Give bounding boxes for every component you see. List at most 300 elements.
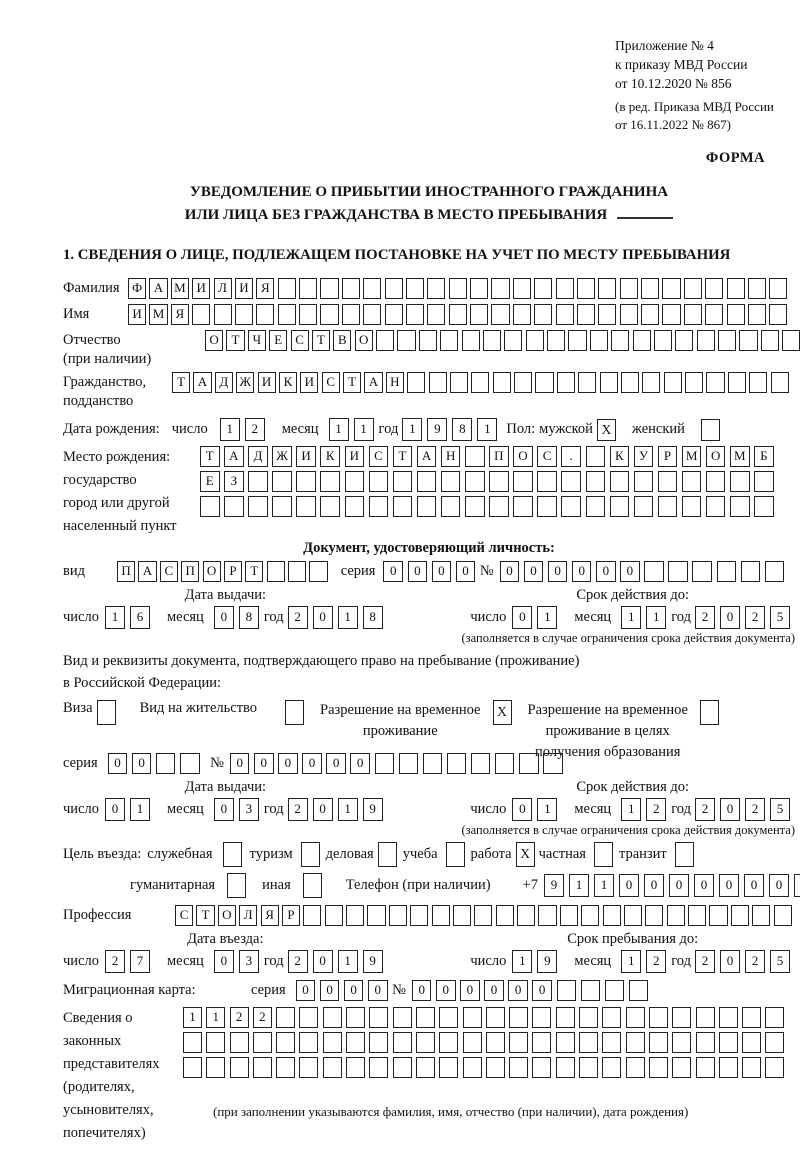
form-cell[interactable] (323, 1007, 342, 1028)
form-cell[interactable]: 0 (214, 950, 234, 973)
form-cell[interactable]: 0 (313, 798, 333, 821)
purpose-official-checkbox[interactable] (223, 842, 242, 867)
form-cell[interactable] (532, 1032, 551, 1053)
form-cell[interactable] (406, 304, 424, 325)
form-cell[interactable]: И (296, 446, 316, 467)
form-cell[interactable] (439, 1007, 458, 1028)
form-cell[interactable] (276, 1032, 295, 1053)
form-cell[interactable] (769, 278, 787, 299)
form-cell[interactable] (514, 372, 532, 393)
form-cell[interactable]: 0 (214, 606, 234, 629)
form-cell[interactable]: 5 (770, 798, 790, 821)
form-cell[interactable] (742, 1007, 761, 1028)
form-cell[interactable]: 2 (288, 950, 308, 973)
residence-permit-checkbox[interactable] (285, 700, 304, 725)
form-cell[interactable] (748, 304, 766, 325)
form-cell[interactable]: 9 (363, 950, 383, 973)
form-cell[interactable]: 1 (130, 798, 150, 821)
form-cell[interactable]: М (730, 446, 750, 467)
form-cell[interactable]: 0 (532, 980, 552, 1001)
form-cell[interactable]: 0 (620, 561, 640, 582)
form-cell[interactable] (272, 496, 292, 517)
form-cell[interactable] (278, 278, 296, 299)
form-cell[interactable] (513, 278, 531, 299)
form-cell[interactable] (345, 471, 365, 492)
form-cell[interactable]: 0 (108, 753, 128, 774)
purpose-tourism-checkbox[interactable] (301, 842, 320, 867)
form-cell[interactable] (200, 496, 220, 517)
form-cell[interactable]: 2 (105, 950, 125, 973)
form-cell[interactable]: 0 (524, 561, 544, 582)
form-cell[interactable] (561, 496, 581, 517)
form-cell[interactable] (626, 1032, 645, 1053)
form-cell[interactable] (719, 1032, 738, 1053)
form-cell[interactable]: Е (269, 330, 287, 351)
form-cell[interactable]: 0 (313, 950, 333, 973)
form-cell[interactable]: 0 (456, 561, 476, 582)
form-cell[interactable] (406, 278, 424, 299)
form-cell[interactable] (586, 446, 606, 467)
form-cell[interactable] (794, 874, 800, 897)
form-cell[interactable] (323, 1032, 342, 1053)
form-cell[interactable] (626, 1057, 645, 1078)
form-cell[interactable]: Р (658, 446, 678, 467)
form-cell[interactable] (320, 278, 338, 299)
form-cell[interactable]: 1 (537, 798, 557, 821)
form-cell[interactable] (752, 905, 770, 926)
form-cell[interactable] (465, 496, 485, 517)
form-cell[interactable]: К (610, 446, 630, 467)
form-cell[interactable]: 0 (769, 874, 789, 897)
form-cell[interactable]: 0 (105, 798, 125, 821)
form-cell[interactable] (192, 304, 210, 325)
form-cell[interactable]: 1 (338, 606, 358, 629)
form-cell[interactable]: 1 (338, 798, 358, 821)
form-cell[interactable]: Я (256, 278, 274, 299)
form-cell[interactable] (684, 304, 702, 325)
form-cell[interactable]: Т (172, 372, 190, 393)
form-cell[interactable] (727, 278, 745, 299)
form-cell[interactable] (299, 1007, 318, 1028)
form-cell[interactable] (706, 496, 726, 517)
form-cell[interactable]: 0 (313, 606, 333, 629)
form-cell[interactable] (620, 304, 638, 325)
form-cell[interactable]: 0 (644, 874, 664, 897)
form-cell[interactable] (731, 905, 749, 926)
form-cell[interactable] (345, 496, 365, 517)
form-cell[interactable]: И (258, 372, 276, 393)
form-cell[interactable] (489, 496, 509, 517)
form-cell[interactable] (667, 905, 685, 926)
form-cell[interactable] (538, 905, 556, 926)
form-cell[interactable]: 1 (646, 606, 666, 629)
form-cell[interactable] (248, 471, 268, 492)
form-cell[interactable] (463, 1007, 482, 1028)
form-cell[interactable] (299, 1032, 318, 1053)
form-cell[interactable]: 0 (596, 561, 616, 582)
form-cell[interactable] (423, 753, 443, 774)
form-cell[interactable] (369, 1007, 388, 1028)
form-cell[interactable]: 1 (338, 950, 358, 973)
form-cell[interactable] (634, 471, 654, 492)
form-cell[interactable] (393, 1007, 412, 1028)
form-cell[interactable] (399, 753, 419, 774)
form-cell[interactable]: 9 (544, 874, 564, 897)
form-cell[interactable] (183, 1032, 202, 1053)
purpose-private-checkbox[interactable] (594, 842, 613, 867)
form-cell[interactable] (248, 496, 268, 517)
form-cell[interactable] (696, 1007, 715, 1028)
form-cell[interactable] (470, 278, 488, 299)
form-cell[interactable] (419, 330, 437, 351)
form-cell[interactable] (296, 471, 316, 492)
form-cell[interactable] (641, 304, 659, 325)
form-cell[interactable] (346, 1032, 365, 1053)
form-cell[interactable]: 0 (383, 561, 403, 582)
form-cell[interactable] (692, 561, 712, 582)
form-cell[interactable] (449, 278, 467, 299)
form-cell[interactable]: 7 (130, 950, 150, 973)
form-cell[interactable]: 2 (745, 950, 765, 973)
form-cell[interactable]: 0 (694, 874, 714, 897)
form-cell[interactable] (719, 1057, 738, 1078)
form-cell[interactable]: 0 (344, 980, 364, 1001)
form-cell[interactable]: И (345, 446, 365, 467)
form-cell[interactable] (556, 278, 574, 299)
form-cell[interactable]: 0 (132, 753, 152, 774)
form-cell[interactable]: 0 (720, 950, 740, 973)
form-cell[interactable]: 5 (770, 606, 790, 629)
form-cell[interactable] (626, 1007, 645, 1028)
form-cell[interactable]: В (333, 330, 351, 351)
form-cell[interactable]: С (369, 446, 389, 467)
form-cell[interactable] (288, 561, 306, 582)
form-cell[interactable] (509, 1007, 528, 1028)
form-cell[interactable]: Т (393, 446, 413, 467)
form-cell[interactable] (440, 330, 458, 351)
form-cell[interactable]: А (138, 561, 156, 582)
form-cell[interactable] (706, 372, 724, 393)
form-cell[interactable] (685, 372, 703, 393)
form-cell[interactable]: 0 (350, 753, 370, 774)
form-cell[interactable] (672, 1007, 691, 1028)
form-cell[interactable] (742, 1032, 761, 1053)
form-cell[interactable]: С (322, 372, 340, 393)
form-cell[interactable] (634, 496, 654, 517)
form-cell[interactable] (439, 1032, 458, 1053)
form-cell[interactable] (675, 330, 693, 351)
form-cell[interactable]: 0 (436, 980, 456, 1001)
form-cell[interactable] (602, 1007, 621, 1028)
form-cell[interactable]: 1 (621, 798, 641, 821)
form-cell[interactable] (590, 330, 608, 351)
form-cell[interactable]: О (205, 330, 223, 351)
form-cell[interactable] (696, 1032, 715, 1053)
form-cell[interactable] (662, 278, 680, 299)
form-cell[interactable]: С (160, 561, 178, 582)
form-cell[interactable]: 1 (354, 418, 374, 441)
form-cell[interactable] (486, 1007, 505, 1028)
form-cell[interactable] (611, 330, 629, 351)
form-cell[interactable] (206, 1032, 225, 1053)
form-cell[interactable]: 1 (220, 418, 240, 441)
form-cell[interactable] (519, 753, 539, 774)
form-cell[interactable] (774, 905, 792, 926)
form-cell[interactable] (369, 1032, 388, 1053)
form-cell[interactable] (664, 372, 682, 393)
form-cell[interactable] (463, 1032, 482, 1053)
form-cell[interactable] (486, 1032, 505, 1053)
form-cell[interactable] (369, 471, 389, 492)
form-cell[interactable] (471, 753, 491, 774)
form-cell[interactable] (727, 304, 745, 325)
form-cell[interactable] (496, 905, 514, 926)
form-cell[interactable] (730, 471, 750, 492)
form-cell[interactable]: М (171, 278, 189, 299)
form-cell[interactable] (462, 330, 480, 351)
form-cell[interactable] (557, 372, 575, 393)
form-cell[interactable]: 1 (402, 418, 422, 441)
form-cell[interactable]: 0 (296, 980, 316, 1001)
form-cell[interactable] (393, 471, 413, 492)
form-cell[interactable] (672, 1057, 691, 1078)
form-cell[interactable] (486, 1057, 505, 1078)
form-cell[interactable]: К (279, 372, 297, 393)
purpose-business-checkbox[interactable] (378, 842, 397, 867)
form-cell[interactable] (526, 330, 544, 351)
form-cell[interactable] (363, 304, 381, 325)
form-cell[interactable]: 1 (621, 606, 641, 629)
form-cell[interactable] (610, 471, 630, 492)
form-cell[interactable] (393, 1057, 412, 1078)
form-cell[interactable] (397, 330, 415, 351)
form-cell[interactable] (429, 372, 447, 393)
form-cell[interactable] (369, 496, 389, 517)
form-cell[interactable]: 1 (477, 418, 497, 441)
form-cell[interactable]: 2 (695, 798, 715, 821)
form-cell[interactable]: 2 (745, 798, 765, 821)
form-cell[interactable] (728, 372, 746, 393)
form-cell[interactable]: Н (441, 446, 461, 467)
form-cell[interactable] (470, 304, 488, 325)
form-cell[interactable] (581, 905, 599, 926)
form-cell[interactable] (688, 905, 706, 926)
form-cell[interactable] (303, 905, 321, 926)
form-cell[interactable]: 0 (302, 753, 322, 774)
form-cell[interactable]: 0 (408, 561, 428, 582)
form-cell[interactable] (649, 1057, 668, 1078)
purpose-other-checkbox[interactable] (303, 873, 322, 898)
form-cell[interactable] (537, 471, 557, 492)
form-cell[interactable] (471, 372, 489, 393)
form-cell[interactable] (276, 1007, 295, 1028)
form-cell[interactable] (296, 496, 316, 517)
form-cell[interactable]: А (193, 372, 211, 393)
form-cell[interactable] (493, 372, 511, 393)
form-cell[interactable] (495, 753, 515, 774)
form-cell[interactable]: 8 (452, 418, 472, 441)
form-cell[interactable]: 0 (432, 561, 452, 582)
form-cell[interactable] (718, 330, 736, 351)
form-cell[interactable] (427, 278, 445, 299)
form-cell[interactable] (761, 330, 779, 351)
form-cell[interactable] (447, 753, 467, 774)
form-cell[interactable] (649, 1032, 668, 1053)
form-cell[interactable] (579, 1007, 598, 1028)
form-cell[interactable] (586, 496, 606, 517)
form-cell[interactable] (416, 1057, 435, 1078)
form-cell[interactable]: Т (226, 330, 244, 351)
form-cell[interactable]: 0 (484, 980, 504, 1001)
form-cell[interactable] (465, 446, 485, 467)
form-cell[interactable] (705, 304, 723, 325)
form-cell[interactable]: Т (245, 561, 263, 582)
form-cell[interactable]: Т (196, 905, 214, 926)
form-cell[interactable]: Т (343, 372, 361, 393)
form-cell[interactable]: Я (171, 304, 189, 325)
form-cell[interactable]: 9 (363, 798, 383, 821)
form-cell[interactable]: О (513, 446, 533, 467)
form-cell[interactable] (299, 304, 317, 325)
form-cell[interactable] (278, 304, 296, 325)
form-cell[interactable]: Т (312, 330, 330, 351)
form-cell[interactable]: Р (282, 905, 300, 926)
form-cell[interactable] (325, 905, 343, 926)
form-cell[interactable] (180, 753, 200, 774)
form-cell[interactable] (579, 1032, 598, 1053)
purpose-transit-checkbox[interactable] (675, 842, 694, 867)
form-cell[interactable]: 6 (130, 606, 150, 629)
form-cell[interactable]: И (235, 278, 253, 299)
form-cell[interactable] (299, 278, 317, 299)
form-cell[interactable] (156, 753, 176, 774)
form-cell[interactable] (748, 278, 766, 299)
form-cell[interactable]: С (175, 905, 193, 926)
form-cell[interactable] (642, 372, 660, 393)
form-cell[interactable] (532, 1007, 551, 1028)
form-cell[interactable] (441, 496, 461, 517)
form-cell[interactable]: Д (248, 446, 268, 467)
form-cell[interactable]: 9 (537, 950, 557, 973)
form-cell[interactable]: У (634, 446, 654, 467)
form-cell[interactable] (577, 304, 595, 325)
form-cell[interactable] (577, 278, 595, 299)
form-cell[interactable]: 0 (412, 980, 432, 1001)
form-cell[interactable] (450, 372, 468, 393)
form-cell[interactable]: Б (754, 446, 774, 467)
form-cell[interactable] (741, 561, 761, 582)
form-cell[interactable]: 5 (770, 950, 790, 973)
form-cell[interactable] (556, 1057, 575, 1078)
form-cell[interactable] (463, 1057, 482, 1078)
form-cell[interactable] (224, 496, 244, 517)
purpose-work-checkbox[interactable]: X (516, 842, 535, 867)
purpose-study-checkbox[interactable] (446, 842, 465, 867)
form-cell[interactable] (309, 561, 327, 582)
form-cell[interactable]: Д (215, 372, 233, 393)
form-cell[interactable] (320, 304, 338, 325)
form-cell[interactable]: 0 (720, 606, 740, 629)
form-cell[interactable] (441, 471, 461, 492)
form-cell[interactable] (535, 372, 553, 393)
form-cell[interactable] (581, 980, 601, 1001)
form-cell[interactable] (491, 304, 509, 325)
form-cell[interactable] (556, 1007, 575, 1028)
form-cell[interactable] (765, 1007, 784, 1028)
form-cell[interactable]: 2 (288, 798, 308, 821)
form-cell[interactable] (513, 471, 533, 492)
form-cell[interactable] (342, 304, 360, 325)
form-cell[interactable] (645, 905, 663, 926)
form-cell[interactable]: И (192, 278, 210, 299)
form-cell[interactable] (654, 330, 672, 351)
form-cell[interactable]: 0 (500, 561, 520, 582)
form-cell[interactable] (560, 905, 578, 926)
form-cell[interactable]: 9 (427, 418, 447, 441)
form-cell[interactable]: 2 (745, 606, 765, 629)
form-cell[interactable] (375, 753, 395, 774)
form-cell[interactable]: 0 (669, 874, 689, 897)
form-cell[interactable] (765, 1032, 784, 1053)
form-cell[interactable] (782, 330, 800, 351)
form-cell[interactable]: 0 (512, 606, 532, 629)
form-cell[interactable]: 0 (720, 798, 740, 821)
form-cell[interactable]: П (181, 561, 199, 582)
purpose-humanitarian-checkbox[interactable] (227, 873, 246, 898)
temp-permit-checkbox[interactable]: X (493, 700, 512, 725)
form-cell[interactable] (416, 1007, 435, 1028)
form-cell[interactable] (697, 330, 715, 351)
form-cell[interactable] (299, 1057, 318, 1078)
form-cell[interactable]: 2 (646, 798, 666, 821)
form-cell[interactable]: Л (214, 278, 232, 299)
form-cell[interactable]: . (561, 446, 581, 467)
form-cell[interactable] (417, 496, 437, 517)
form-cell[interactable] (543, 753, 563, 774)
form-cell[interactable] (561, 471, 581, 492)
form-cell[interactable]: М (682, 446, 702, 467)
form-cell[interactable] (730, 496, 750, 517)
form-cell[interactable] (600, 372, 618, 393)
form-cell[interactable] (633, 330, 651, 351)
form-cell[interactable] (641, 278, 659, 299)
form-cell[interactable]: Я (261, 905, 279, 926)
form-cell[interactable] (598, 304, 616, 325)
form-cell[interactable] (393, 1032, 412, 1053)
edu-permit-checkbox[interactable] (700, 700, 719, 725)
form-cell[interactable]: 0 (548, 561, 568, 582)
form-cell[interactable]: А (224, 446, 244, 467)
form-cell[interactable] (532, 1057, 551, 1078)
form-cell[interactable]: Ж (272, 446, 292, 467)
form-cell[interactable] (719, 1007, 738, 1028)
form-cell[interactable]: Н (386, 372, 404, 393)
form-cell[interactable] (684, 278, 702, 299)
form-cell[interactable]: З (224, 471, 244, 492)
form-cell[interactable] (668, 561, 688, 582)
form-cell[interactable]: Р (224, 561, 242, 582)
form-cell[interactable] (320, 471, 340, 492)
form-cell[interactable]: 0 (512, 798, 532, 821)
form-cell[interactable] (605, 980, 625, 1001)
form-cell[interactable]: 2 (253, 1007, 272, 1028)
form-cell[interactable] (449, 304, 467, 325)
form-cell[interactable] (682, 496, 702, 517)
form-cell[interactable] (534, 278, 552, 299)
form-cell[interactable]: 1 (206, 1007, 225, 1028)
form-cell[interactable] (320, 496, 340, 517)
form-cell[interactable]: 0 (230, 753, 250, 774)
